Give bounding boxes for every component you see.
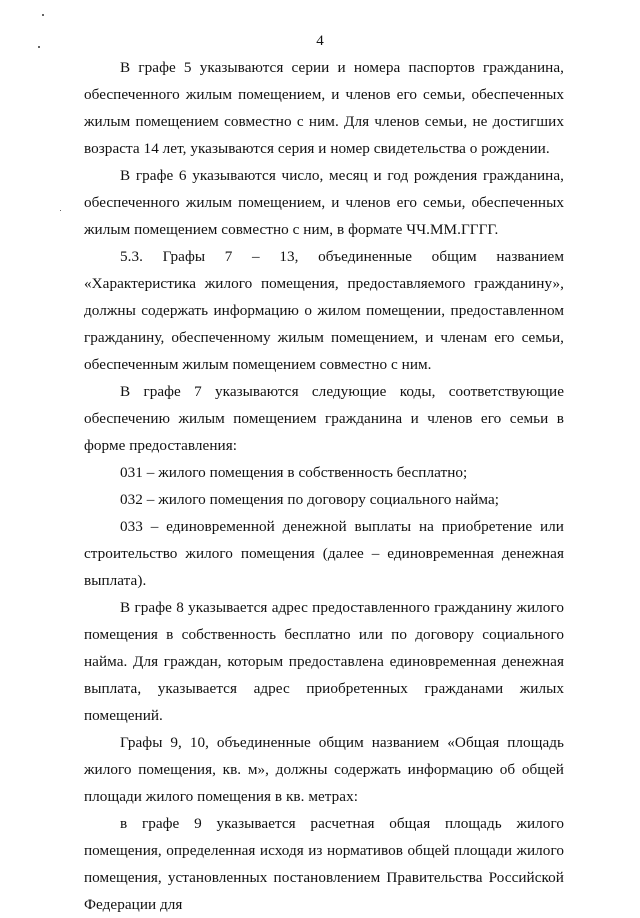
paragraph-column-6: В графе 6 указываются число, месяц и год рождения гражданина, обеспеченного жилым помещением, и членов его семьи, обеспеченных жилым помещением совместно с ним, в формате ЧЧ.ММ.ГГГГ. xyxy=(84,167,564,238)
paragraph-column-8: В графе 8 указывается адрес предоставленного гражданину жилого помещения в собственность бесплатно или по договору социального найма. Для граждан, которым предоставлена единовременная денежная выплата, указывается адрес приобретенных гражданами жилых помещений. xyxy=(84,599,564,724)
page-number: 4 xyxy=(316,33,324,49)
scan-speck xyxy=(42,14,44,16)
paragraph-columns-9-10: Графы 9, 10, объединенные общим названием «Общая площадь жилого помещения, кв. м», должны содержать информацию об общей площади жилого помещения в кв. метрах: xyxy=(84,734,564,805)
paragraph-column-7: В графе 7 указываются следующие коды, соответствующие обеспечению жилым помещением гражданина и членов его семьи в форме предоставления: xyxy=(84,383,564,454)
scan-speck xyxy=(60,210,61,211)
paragraph-column-5: В графе 5 указываются серии и номера паспортов гражданина, обеспеченного жилым помещением, и членов его семьи, обеспеченных жилым помещением совместно с ним. Для членов семьи, не достигших возраста 14 лет, указываются серия и номер свидетельства о рождении. xyxy=(84,59,564,157)
list-item-code-032: 032 – жилого помещения по договору социального найма; xyxy=(120,491,500,508)
paragraph-section-5-3: 5.3. Графы 7 – 13, объединенные общим названием «Характеристика жилого помещения, предоставляемого гражданину», должны содержать информацию о жилом помещении, предоставленном гражданину, обеспеченному жилым помещением, и членам его семьи, обеспеченным жилым помещением совместно с ним. xyxy=(84,248,564,373)
list-item-code-033: 033 – единовременной денежной выплаты на приобретение или строительство жилого помещения (далее – единовременная денежная выплата). xyxy=(84,518,564,589)
document-body xyxy=(84,54,564,918)
list-item-code-031: 031 – жилого помещения в собственность бесплатно; xyxy=(120,464,468,481)
paragraph-column-9: в графе 9 указывается расчетная общая площадь жилого помещения, определенная исходя из нормативов общей площади жилого помещения, установленных постановлением Правительства Российской Федерации для xyxy=(84,815,564,913)
